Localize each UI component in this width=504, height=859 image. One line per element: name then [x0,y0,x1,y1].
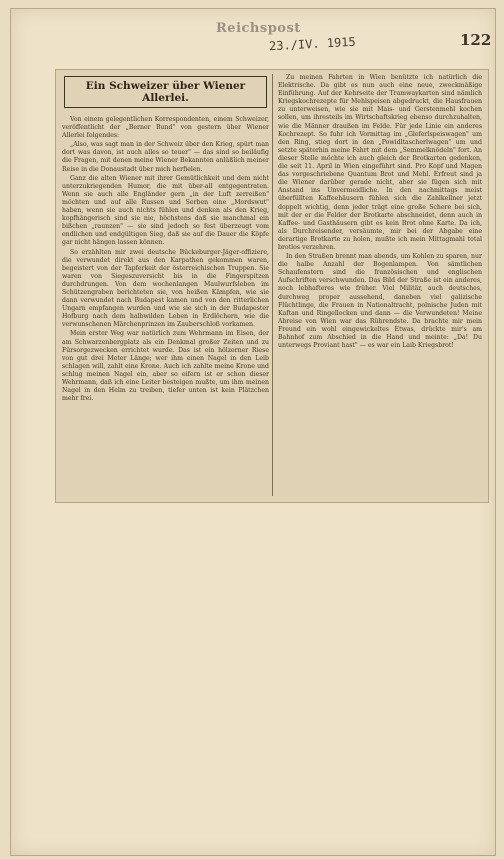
archive-sheet [10,8,496,856]
left-paragraph-4: So erzählten mir zwei deutsche Bückeburger-Jäger-offiziere, die verwundet direkt aus den Karpathen gekommen waren, begeistert von der Tapferkeit der österreichischen Truppen. Sie waren von Siegeszuversicht bis in die Fingerspitzen durchdrungen. Von dem wochenlangen Maulwurfsleben im Schützengraben berichteten sie, von heißen Kämpfen, wie sie dann verwundet nach Budapest kamen und von den ritterlichen Ungarn empfangen wurden und wie sie sich in der Budapester Hofburg nach dem halbwilden Leben in Erdlöchern, wie die verwunschenen Märchenprinzen im Zauberschloß vorkamen. [62,248,269,329]
handwritten-date: 23./IV. 1915 [268,34,357,54]
left-column [60,70,271,502]
page-number: 122 [460,31,492,49]
right-paragraph-2: In den Straßen brennt man abends, um Kohlen zu sparen, nur die halbe Anzahl der Bogenlampen. Von sämtlichen Schaufenstern sind die französischen und englischen Aufschriften verschwunden. Das Bild der Straße ist ein anderes, noch lebhafteres wie früher. Viel Militär, auch deutsches, durchweg proper aussehend, daneben viel galizische Flüchtlinge, die Frauen in Nationaltracht, polnische Juden mit Kaftan und Ringellocken und dann — die Verwundeten! Meine Abreise von Wien war das Rührendste. Da brachte mir mein Freund ein wohl eingewickeltes Etwas, drückte mir's am Bahnhof zum Abschied in die Hand und meinte: „Da! Du unterwegs Proviant hast" — es war ein Laib Kriegsbrot! [278,253,482,350]
newspaper-clipping [55,69,489,503]
newspaper-stamp: Reichspost [216,21,301,36]
left-paragraph-3: Ganz die alten Wiener mit ihrer Gemütlichkeit und dem nicht unterzukriegenden Humor, die mit über-all entgegentraten. Wenn sie auch alle Engländer gern „in der Luft zerreißen" möchten und auf alle Russen und Serben eine „Mordswut" haben, wenn sie auch nichts fühlen und denken als den Krieg, kopfhängerisch sind sie nie, höchstens daß sie manchmal ein bißchen „raunzen" — sie sind jedoch so fest überzeugt vom endlichen und endgültigen Sieg, daß sie auf die Dauer die Köpfe gar nicht hängen lassen können. [62,174,269,247]
left-paragraph-2: „Also, was sagt man in der Schweiz über den Krieg, spürt man dort was davon, ist auch alles so teuer" — das sind so beiläufig die Fragen, mit denen meine Wiener Bekannten anläßlich meiner Reise in die Donaustadt über mich herfielen. [62,141,269,173]
article-title [64,76,267,108]
right-column [276,70,484,502]
left-paragraph-1: Von einem gelegentlichen Korrespondenten, einem Schweizer, veröffentlicht der „Berner Bund" von gestern über Wiener Allerlei folgendes: [62,116,269,140]
column-divider [272,74,273,496]
right-paragraph-1: Zu meinen Fahrten in Wien benützte ich natürlich die Elektrische. Da gibt es nun auch eine neue, zweckmäßige Einführung. Auf der Kehrseite der Tramwaykarten sind nämlich Kriegskochrezepte für Mehlspeisen abgedruckt, die Hausfrauen zu unterweisen, wie sie mit Mais- und Gerstenmehl kochen sollen, um ihresteils im Wirtschaftskrieg ebenso durchzuhalten, wie die Männer draußen im Felde. Für jede Linie ein anderes Kochrezept. So fuhr ich Vormittag im „Gleferlspeiswagen" um den Ring, stieg dort in den „Powidltascherlwagen" um und setzte späterhin meine Fahrt mit dem „Semmelknödeln" fort. An dieser Stelle möchte ich auch gleich der Brotkarten gedenken, die seit 11. April in Wien eingeführt sind. Pro Kopf und Magen das vorgeschriebene Quantum Brot und Mehl. Erfreut sind ja die Wiener darüber gerade nicht, aber sie fügen sich mit Anstand ins Unvermeidliche. In den nachmittags meist überfüllten Kaffeehäusern fühlen sich die Zahlkellner jetzt doppelt wichtig, denn jeder trägt eine große Schere bei sich, mit der er die Felder der Brotkarte abschneidet, denn auch in Kaffee- und Gasthäusern gibt es kein Brot ohne Karte. Da ich, als Durchreisender, versäumte, mir bei der Abgabe eine derartige Brotkarte zu holen, mußte ich mein Mittagmahl total brotlos verzehren. [278,74,482,251]
title-line-1: Ein Schweizer über Wiener [85,80,246,92]
title-line-2: Allerlei. [142,92,189,104]
left-paragraph-5: Mein erster Weg war natürlich zum Wehrmann im Eisen, der am Schwarzenbergplatz als ein Denkmal großer Zeiten und zu Fürsorgezwecken errichtet wurde. Das ist ein hölzerner Riese von gut drei Meter Länge; wer ihm einen Nagel in den Leib schlagen will, zahlt eine Krone. Auch ich zahlte meine Krone und schlug meinen Nagel ein, aber so eifern ist er schon dieser Wehrmann, daß ich eine Leiter besteigen mußte, um ihm meinen Nagel in den Helm zu treiben, tiefer unten ist kein Plätzchen mehr frei. [62,330,269,403]
